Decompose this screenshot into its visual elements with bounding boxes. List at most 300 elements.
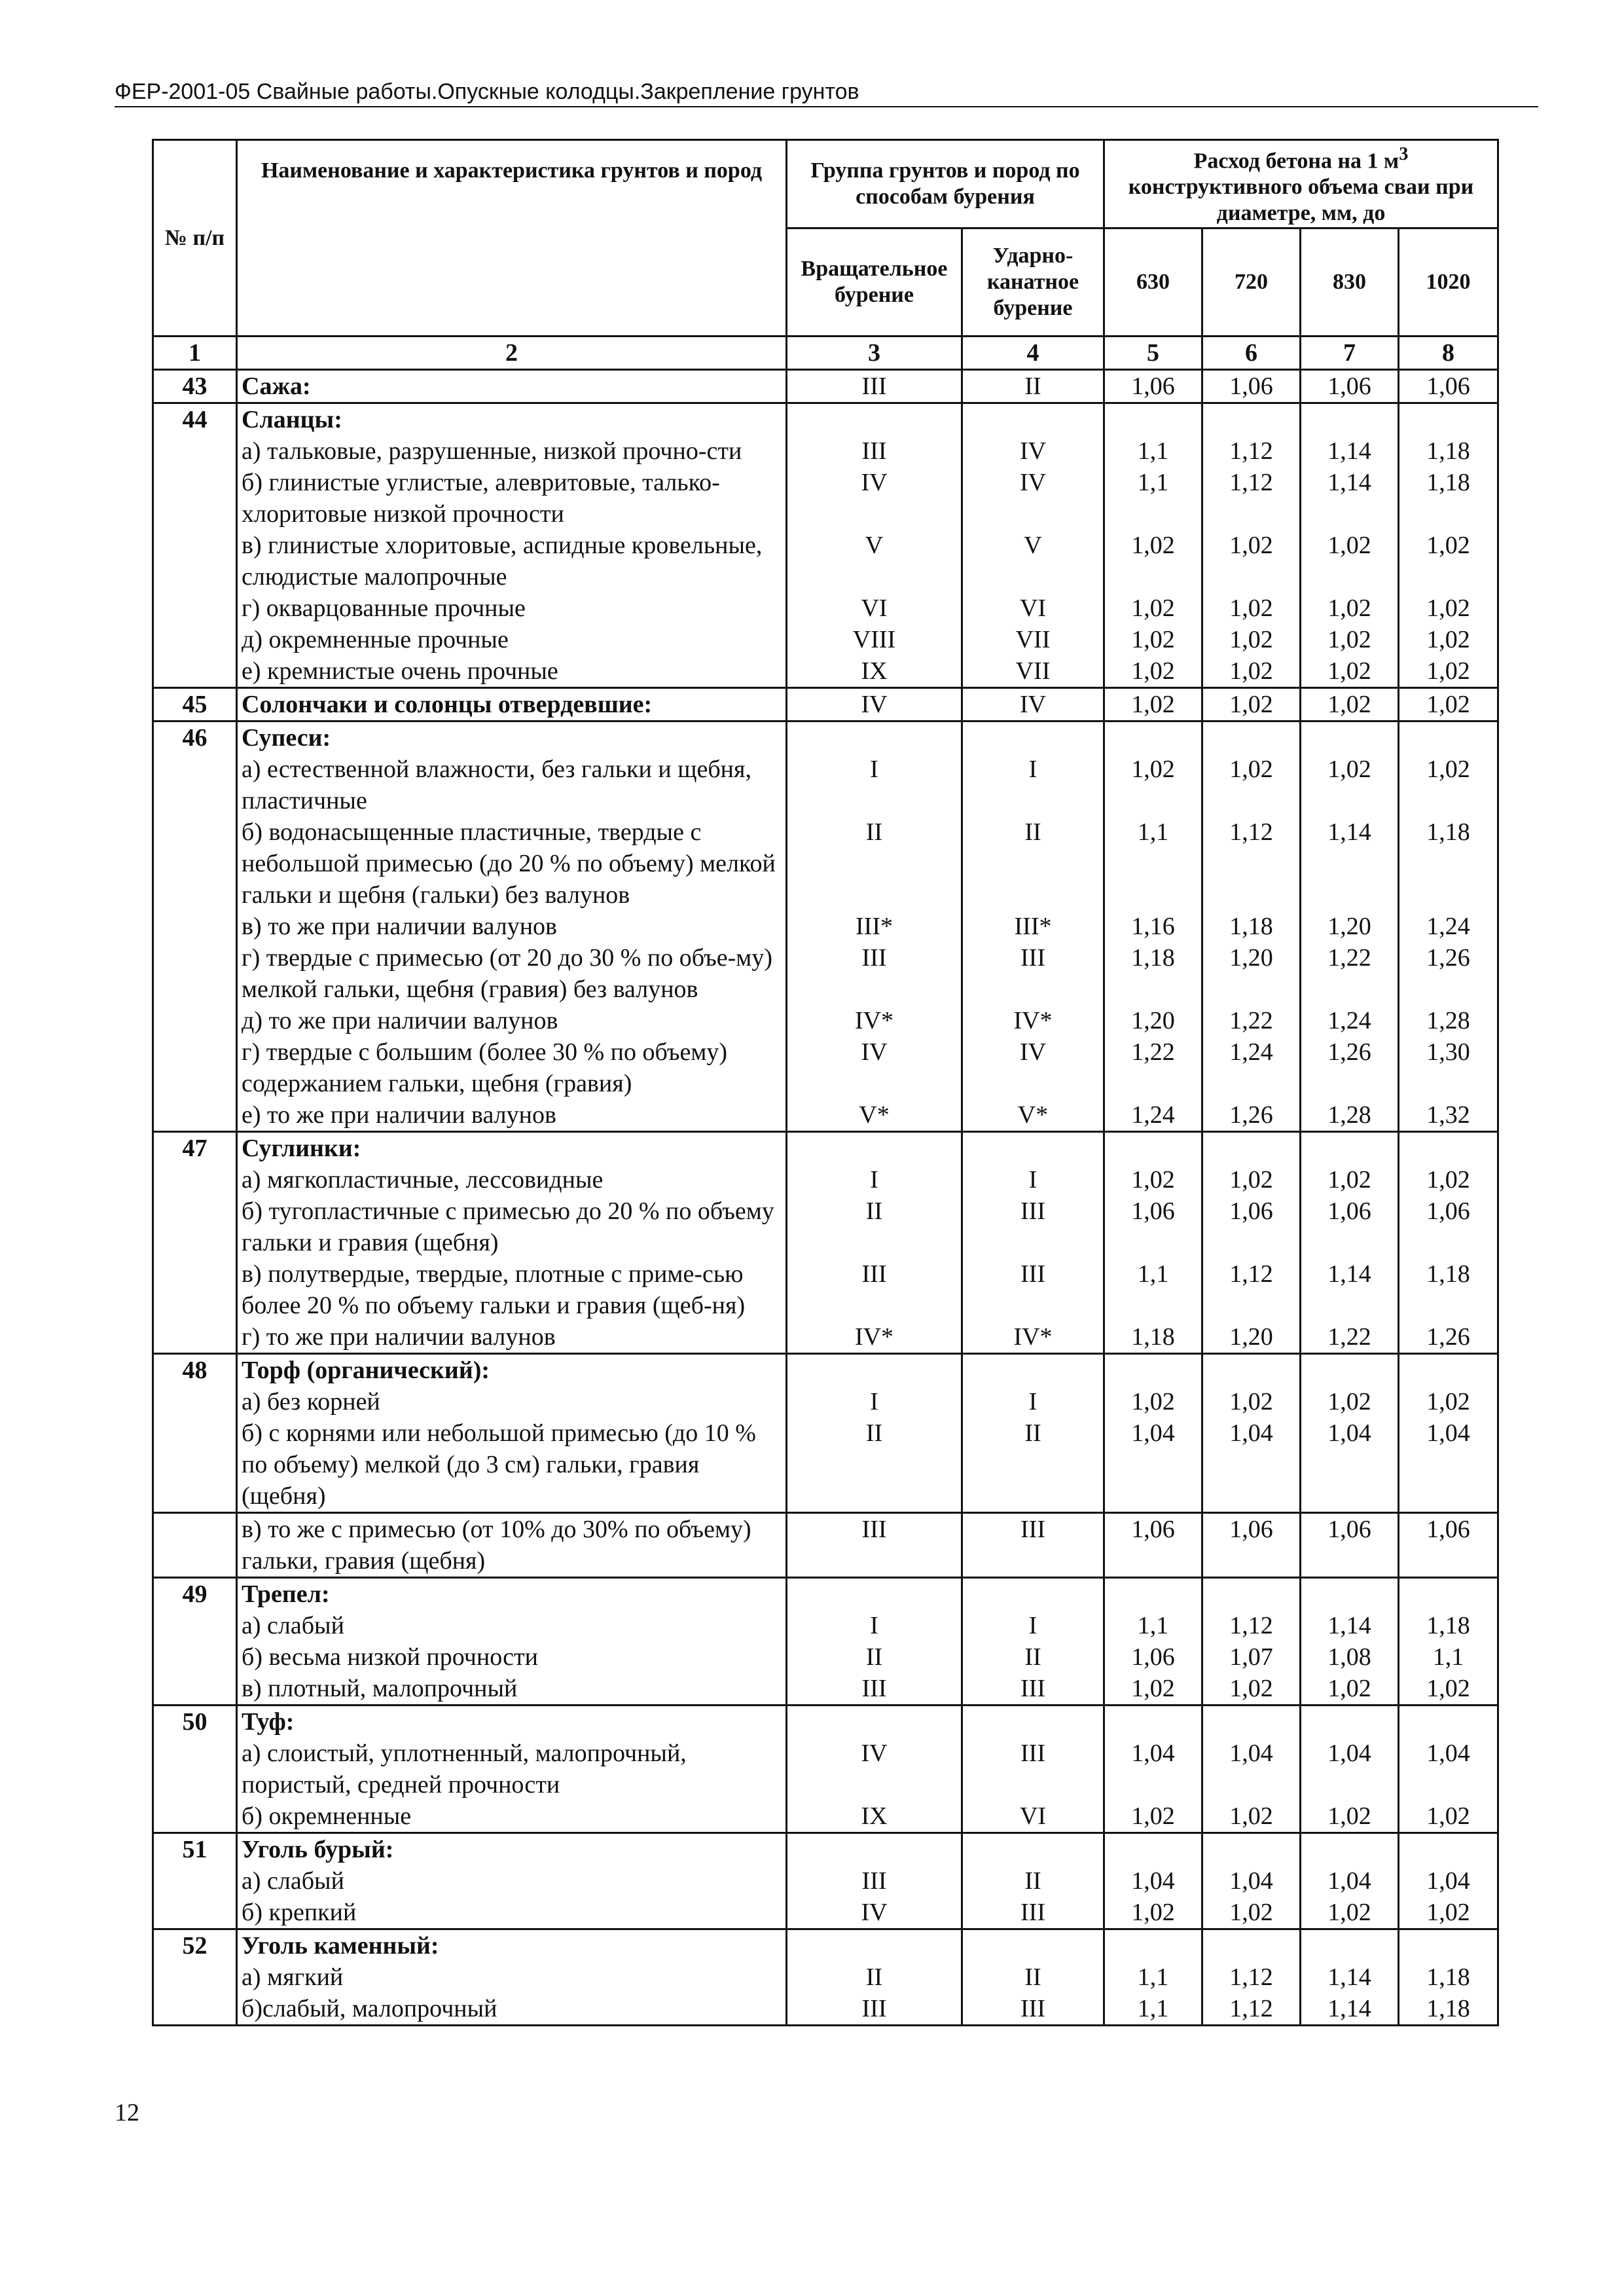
v720-cell: [1202, 403, 1301, 688]
perc-value: II: [1024, 1963, 1041, 1991]
soil-name-cell: [237, 1929, 787, 2026]
soil-category-title: Уголь бурый:: [242, 1836, 394, 1863]
table-body: [153, 337, 1498, 2026]
v630-value: 1,02: [1131, 532, 1175, 559]
v1020-value: 1,02: [1426, 756, 1470, 783]
title-spacer: [1403, 1930, 1493, 1962]
index-cell: 4: [962, 337, 1104, 370]
col-rotary-header: Вращательное бурение: [787, 228, 962, 337]
rot-value: III: [861, 1867, 887, 1895]
soil-subtype: а) естественной влажности, без гальки и щебня, пластичные: [242, 756, 751, 814]
v1020-cell: [1399, 1132, 1498, 1354]
v830-cell: [1301, 721, 1399, 1132]
v720-value: 1,04: [1229, 1867, 1273, 1895]
rot-value: I: [870, 1166, 878, 1194]
v720-value: 1,02: [1229, 691, 1273, 718]
v1020-value: 1,02: [1426, 1899, 1470, 1926]
rot-cell: [787, 1132, 962, 1354]
perc-value: II: [1024, 1643, 1041, 1671]
rot-value: I: [870, 756, 878, 783]
index-cell: 3: [787, 337, 962, 370]
soil-subtype: в) глинистые хлоритовые, аспидные кровельные, слюдистые малопрочные: [242, 532, 763, 591]
title-spacer: [1109, 1706, 1197, 1738]
title-spacer: [791, 1930, 957, 1962]
perc-cell: [962, 1354, 1104, 1513]
rot-value: IV: [861, 1740, 888, 1767]
rot-value: IV: [861, 691, 888, 718]
v720-value: 1,22: [1229, 1007, 1273, 1034]
v1020-cell: [1399, 721, 1498, 1132]
v630-value: 1,02: [1131, 1802, 1175, 1830]
v1020-value: 1,18: [1426, 1612, 1470, 1639]
table-row: [153, 1513, 1498, 1578]
perc-cell: [962, 1578, 1104, 1706]
perc-value: III: [1020, 1675, 1045, 1702]
soil-name-cell: [237, 1578, 787, 1706]
rot-value: II: [865, 1963, 883, 1991]
soil-subtype: а) без корней: [242, 1388, 380, 1415]
rot-cell: [787, 1578, 962, 1706]
soil-name-cell: [237, 370, 787, 403]
perc-value: I: [1028, 1388, 1038, 1415]
v830-value: 1,14: [1327, 437, 1371, 465]
perc-value: III: [1020, 1740, 1045, 1767]
soil-subtype: б) крепкий: [242, 1899, 357, 1926]
title-spacer: [967, 1930, 1099, 1962]
v720-value: 1,06: [1229, 1197, 1273, 1225]
perc-value: III: [1020, 1197, 1045, 1225]
v630-value: 1,06: [1131, 373, 1175, 400]
rot-value: II: [865, 1197, 883, 1225]
v830-value: 1,26: [1327, 1038, 1371, 1066]
v1020-cell: [1399, 1706, 1498, 1833]
perc-value: II: [1024, 1419, 1041, 1447]
rot-value: III: [861, 1675, 887, 1702]
rot-cell: [787, 1354, 962, 1513]
v720-value: 1,06: [1229, 373, 1273, 400]
v630-value: 1,18: [1131, 1323, 1175, 1351]
rot-value: III: [861, 1516, 887, 1543]
title-spacer: [1109, 1578, 1197, 1610]
perc-value: IV: [1019, 691, 1047, 718]
perc-cell: [962, 1513, 1104, 1578]
v720-cell: [1202, 1706, 1301, 1833]
v830-cell: [1301, 1354, 1399, 1513]
v830-value: 1,14: [1327, 1612, 1371, 1639]
v1020-cell: [1399, 1513, 1498, 1578]
col-percussion-header: Ударно-канатное бурение: [962, 228, 1104, 337]
index-cell: 6: [1202, 337, 1301, 370]
soil-category-title: Торф (органический):: [242, 1357, 490, 1384]
row-number: 52: [153, 1929, 237, 2026]
v720-value: 1,26: [1229, 1101, 1273, 1129]
soil-name-cell: [237, 688, 787, 721]
consumption-text-pre: Расход бетона на 1 м: [1193, 149, 1399, 173]
rot-value: V: [865, 532, 884, 559]
v720-value: 1,04: [1229, 1740, 1273, 1767]
title-spacer: [791, 722, 957, 754]
v1020-value: 1,06: [1426, 373, 1470, 400]
consumption-text-post: конструктивного объема сваи при диаметре, мм, до: [1128, 175, 1474, 226]
v630-cell: [1104, 1513, 1202, 1578]
v1020-cell: [1399, 1578, 1498, 1706]
v830-value: 1,02: [1327, 657, 1371, 685]
v830-value: 1,02: [1327, 1802, 1371, 1830]
v1020-value: 1,28: [1426, 1007, 1470, 1034]
v830-value: 1,06: [1327, 373, 1371, 400]
perc-value: II: [1024, 1867, 1041, 1895]
rot-value: III: [861, 1260, 887, 1288]
v630-value: 1,02: [1131, 691, 1175, 718]
title-spacer: [1109, 1930, 1197, 1962]
v720-value: 1,02: [1229, 756, 1273, 783]
v1020-cell: [1399, 688, 1498, 721]
soil-name-cell: [237, 403, 787, 688]
perc-value: V*: [1017, 1101, 1049, 1129]
rot-value: V*: [859, 1101, 890, 1129]
v630-value: 1,1: [1137, 818, 1169, 846]
v1020-value: 1,18: [1426, 437, 1470, 465]
rot-value: III: [861, 373, 887, 400]
v630-value: 1,1: [1137, 437, 1169, 465]
rot-cell: [787, 721, 962, 1132]
rot-cell: [787, 1706, 962, 1833]
v1020-value: 1,1: [1432, 1643, 1464, 1671]
soil-subtype: б)слабый, малопрочный: [242, 1995, 497, 2022]
v630-value: 1,02: [1131, 1166, 1175, 1194]
v1020-value: 1,02: [1426, 657, 1470, 685]
v630-value: 1,1: [1137, 1963, 1169, 1991]
table-row: [153, 1132, 1498, 1354]
v630-value: 1,18: [1131, 944, 1175, 972]
rot-cell: [787, 1513, 962, 1578]
v720-value: 1,02: [1229, 594, 1273, 622]
v720-value: 1,07: [1229, 1643, 1273, 1671]
perc-cell: [962, 1706, 1104, 1833]
v630-value: 1,02: [1131, 1675, 1175, 1702]
v630-value: 1,1: [1137, 469, 1169, 496]
title-spacer: [791, 1355, 957, 1386]
v830-cell: [1301, 1513, 1399, 1578]
soil-category-title: Уголь каменный:: [242, 1932, 439, 1960]
v830-value: 1,06: [1327, 1516, 1371, 1543]
v630-value: 1,02: [1131, 626, 1175, 653]
index-cell: 8: [1399, 337, 1498, 370]
v720-value: 1,02: [1229, 1166, 1273, 1194]
table-row: [153, 1929, 1498, 2026]
title-spacer: [1403, 1355, 1493, 1386]
v630-value: 1,1: [1137, 1260, 1169, 1288]
title-spacer: [1109, 1834, 1197, 1865]
v630-value: 1,02: [1131, 1899, 1175, 1926]
v630-value: 1,16: [1131, 913, 1175, 940]
col-720-header: 720: [1202, 228, 1301, 337]
v720-cell: [1202, 1833, 1301, 1929]
index-cell: 7: [1301, 337, 1399, 370]
v630-value: 1,22: [1131, 1038, 1175, 1066]
soil-name-cell: [237, 1706, 787, 1833]
v1020-value: 1,18: [1426, 469, 1470, 496]
soil-category-title: Суглинки:: [242, 1135, 361, 1162]
v630-value: 1,02: [1131, 657, 1175, 685]
perc-value: VII: [1015, 626, 1051, 653]
table-row: [153, 721, 1498, 1132]
v630-cell: [1104, 1578, 1202, 1706]
col-group-header: Группа грунтов и пород по способам бурения: [787, 140, 1104, 228]
column-index-row: [153, 337, 1498, 370]
v630-value: 1,06: [1131, 1643, 1175, 1671]
perc-cell: [962, 688, 1104, 721]
v630-value: 1,1: [1137, 1612, 1169, 1639]
v720-value: 1,02: [1229, 1675, 1273, 1702]
v830-value: 1,04: [1327, 1867, 1371, 1895]
v720-value: 1,12: [1229, 437, 1273, 465]
perc-value: VI: [1019, 594, 1047, 622]
soil-subtype: б) тугопластичные с примесью до 20 % по объему гальки и гравия (щебня): [242, 1197, 774, 1256]
perc-value: IV: [1019, 1038, 1047, 1066]
title-spacer: [967, 1706, 1099, 1738]
v1020-value: 1,32: [1426, 1101, 1470, 1129]
soil-name-cell: [237, 1354, 787, 1513]
v720-cell: [1202, 1929, 1301, 2026]
title-spacer: [791, 1578, 957, 1610]
title-spacer: [1305, 1706, 1394, 1738]
table-row: [153, 1706, 1498, 1833]
v630-cell: [1104, 1132, 1202, 1354]
v830-value: 1,02: [1327, 1166, 1371, 1194]
perc-value: III: [1020, 1899, 1045, 1926]
v1020-cell: [1399, 1833, 1498, 1929]
v830-value: 1,14: [1327, 1963, 1371, 1991]
rot-value: II: [865, 1643, 883, 1671]
rot-cell: [787, 370, 962, 403]
v630-value: 1,02: [1131, 594, 1175, 622]
v830-value: 1,14: [1327, 1260, 1371, 1288]
title-spacer: [1403, 722, 1493, 754]
col-consumption-header: [1104, 140, 1498, 228]
v830-value: 1,20: [1327, 913, 1371, 940]
v630-value: 1,02: [1131, 1388, 1175, 1415]
soil-subtype: г) твердые с примесью (от 20 до 30 % по объе-му) мелкой гальки, щебня (гравия) без валунов: [242, 944, 772, 1003]
v830-value: 1,02: [1327, 1899, 1371, 1926]
v630-cell: [1104, 370, 1202, 403]
v630-value: 1,20: [1131, 1007, 1175, 1034]
v830-value: 1,02: [1327, 1388, 1371, 1415]
soil-subtype: г) окварцованные прочные: [242, 594, 526, 622]
v630-value: 1,06: [1131, 1197, 1175, 1225]
title-spacer: [1109, 404, 1197, 435]
v1020-cell: [1399, 403, 1498, 688]
title-spacer: [1305, 1355, 1394, 1386]
table-row: [153, 688, 1498, 721]
title-spacer: [1109, 1355, 1197, 1386]
title-spacer: [791, 404, 957, 435]
title-spacer: [1207, 1355, 1295, 1386]
title-spacer: [1305, 722, 1394, 754]
v720-cell: [1202, 1354, 1301, 1513]
perc-cell: [962, 1929, 1104, 2026]
v1020-value: 1,18: [1426, 1963, 1470, 1991]
v1020-value: 1,02: [1426, 1675, 1470, 1702]
col-830-header: 830: [1301, 228, 1399, 337]
title-spacer: [1109, 722, 1197, 754]
v720-value: 1,12: [1229, 469, 1273, 496]
rot-cell: [787, 1929, 962, 2026]
v830-cell: [1301, 1833, 1399, 1929]
v630-value: 1,1: [1137, 1995, 1169, 2022]
soil-subtype: г) твердые с большим (более 30 % по объему) содержанием гальки, щебня (гравия): [242, 1038, 728, 1097]
rot-value: IV: [861, 1038, 888, 1066]
title-spacer: [967, 722, 1099, 754]
rot-value: II: [865, 818, 883, 846]
col-630-header: 630: [1104, 228, 1202, 337]
title-spacer: [1305, 1834, 1394, 1865]
perc-cell: [962, 721, 1104, 1132]
title-spacer: [967, 1355, 1099, 1386]
rot-value: IV*: [854, 1323, 894, 1351]
v720-cell: [1202, 1132, 1301, 1354]
v1020-value: 1,04: [1426, 1419, 1470, 1447]
soil-subtype: б) водонасыщенные пластичные, твердые с небольшой примесью (до 20 % по объему) мелкой гальки и щебня (гальки) без валунов: [242, 818, 776, 909]
v1020-value: 1,02: [1426, 626, 1470, 653]
v1020-value: 1,06: [1426, 1197, 1470, 1225]
title-spacer: [1207, 1834, 1295, 1865]
col-name-header: Наименование и характеристика грунтов и пород: [237, 140, 787, 337]
v1020-value: 1,26: [1426, 1323, 1470, 1351]
row-number: 48: [153, 1354, 237, 1513]
col-1020-header: 1020: [1399, 228, 1498, 337]
soil-subtype: е) кремнистые очень прочные: [242, 657, 558, 685]
v720-value: 1,12: [1229, 818, 1273, 846]
perc-cell: [962, 403, 1104, 688]
rot-value: IX: [861, 1802, 888, 1830]
perc-value: I: [1028, 1612, 1038, 1639]
rot-value: IX: [861, 657, 888, 685]
title-spacer: [1305, 404, 1394, 435]
v1020-value: 1,18: [1426, 1260, 1470, 1288]
v720-value: 1,06: [1229, 1516, 1273, 1543]
v830-value: 1,14: [1327, 818, 1371, 846]
v830-value: 1,14: [1327, 1995, 1371, 2022]
row-number: 50: [153, 1706, 237, 1833]
soil-category-title: Солончаки и солонцы отвердевшие:: [242, 691, 653, 718]
soil-subtype: д) окремненные прочные: [242, 626, 509, 653]
v720-value: 1,02: [1229, 1802, 1273, 1830]
rot-value: I: [870, 1388, 878, 1415]
title-spacer: [1403, 1706, 1493, 1738]
perc-value: III: [1020, 1995, 1045, 2022]
consumption-superscript: 3: [1399, 143, 1409, 164]
v720-value: 1,18: [1229, 913, 1273, 940]
title-spacer: [967, 1834, 1099, 1865]
title-spacer: [1403, 1578, 1493, 1610]
title-spacer: [1207, 1578, 1295, 1610]
v630-cell: [1104, 688, 1202, 721]
v720-cell: [1202, 721, 1301, 1132]
soil-subtype: в) полутвердые, твердые, плотные с приме-сью более 20 % по объему гальки и гравия (щеб-ня): [242, 1260, 746, 1319]
soil-subtype: е) то же при наличии валунов: [242, 1101, 556, 1129]
index-cell: 5: [1104, 337, 1202, 370]
v630-value: 1,24: [1131, 1101, 1175, 1129]
soil-subtype: в) то же с примесью (от 10% до 30% по объему) гальки, гравия (щебня): [242, 1516, 751, 1575]
title-spacer: [1207, 404, 1295, 435]
rot-value: III: [861, 437, 887, 465]
row-number: 43: [153, 370, 237, 403]
title-spacer: [1305, 1578, 1394, 1610]
v720-value: 1,20: [1229, 1323, 1273, 1351]
rot-cell: [787, 403, 962, 688]
page-header: ФЕР-2001-05 Свайные работы.Опускные колодцы.Закрепление грунтов: [115, 77, 1538, 107]
perc-cell: [962, 1132, 1104, 1354]
perc-value: II: [1024, 818, 1041, 846]
v720-cell: [1202, 1578, 1301, 1706]
v630-value: 1,06: [1131, 1516, 1175, 1543]
soil-table: [152, 139, 1499, 2026]
v720-value: 1,12: [1229, 1963, 1273, 1991]
rot-cell: [787, 688, 962, 721]
page-number: 12: [115, 2099, 139, 2126]
v830-cell: [1301, 1578, 1399, 1706]
v630-value: 1,02: [1131, 756, 1175, 783]
soil-name-cell: [237, 1513, 787, 1578]
v830-value: 1,06: [1327, 1197, 1371, 1225]
v720-cell: [1202, 1513, 1301, 1578]
soil-name-cell: [237, 1833, 787, 1929]
soil-subtype: г) то же при наличии валунов: [242, 1323, 556, 1351]
v630-value: 1,04: [1131, 1867, 1175, 1895]
v830-value: 1,02: [1327, 594, 1371, 622]
title-spacer: [791, 1706, 957, 1738]
v830-cell: [1301, 403, 1399, 688]
soil-subtype: а) слабый: [242, 1867, 344, 1895]
table-head: [153, 140, 1498, 337]
v830-value: 1,02: [1327, 1675, 1371, 1702]
soil-name-cell: [237, 721, 787, 1132]
v1020-value: 1,02: [1426, 532, 1470, 559]
soil-category-title: Сажа:: [242, 373, 311, 400]
rot-value: IV: [861, 469, 888, 496]
title-spacer: [1403, 1834, 1493, 1865]
perc-value: IV*: [1013, 1323, 1053, 1351]
perc-value: II: [1024, 373, 1041, 400]
rot-value: VIII: [852, 626, 896, 653]
v630-cell: [1104, 1929, 1202, 2026]
v720-cell: [1202, 688, 1301, 721]
title-spacer: [1207, 1706, 1295, 1738]
v630-cell: [1104, 1706, 1202, 1833]
row-number: 51: [153, 1833, 237, 1929]
v830-value: 1,02: [1327, 691, 1371, 718]
table-row: [153, 1833, 1498, 1929]
v830-value: 1,22: [1327, 944, 1371, 972]
row-number: [153, 1513, 237, 1578]
soil-subtype: б) окремненные: [242, 1802, 412, 1830]
v1020-value: 1,24: [1426, 913, 1470, 940]
perc-value: I: [1028, 1166, 1038, 1194]
soil-subtype: в) то же при наличии валунов: [242, 913, 557, 940]
soil-subtype: а) слабый: [242, 1612, 344, 1639]
perc-value: III*: [1014, 913, 1052, 940]
v1020-cell: [1399, 1929, 1498, 2026]
title-spacer: [1403, 1133, 1493, 1164]
v630-cell: [1104, 721, 1202, 1132]
soil-subtype: а) тальковые, разрушенные, низкой прочно-сти: [242, 437, 742, 465]
rot-value: III: [861, 1995, 887, 2022]
rot-value: I: [870, 1612, 878, 1639]
rot-value: II: [865, 1419, 883, 1447]
v830-cell: [1301, 1706, 1399, 1833]
v1020-cell: [1399, 370, 1498, 403]
